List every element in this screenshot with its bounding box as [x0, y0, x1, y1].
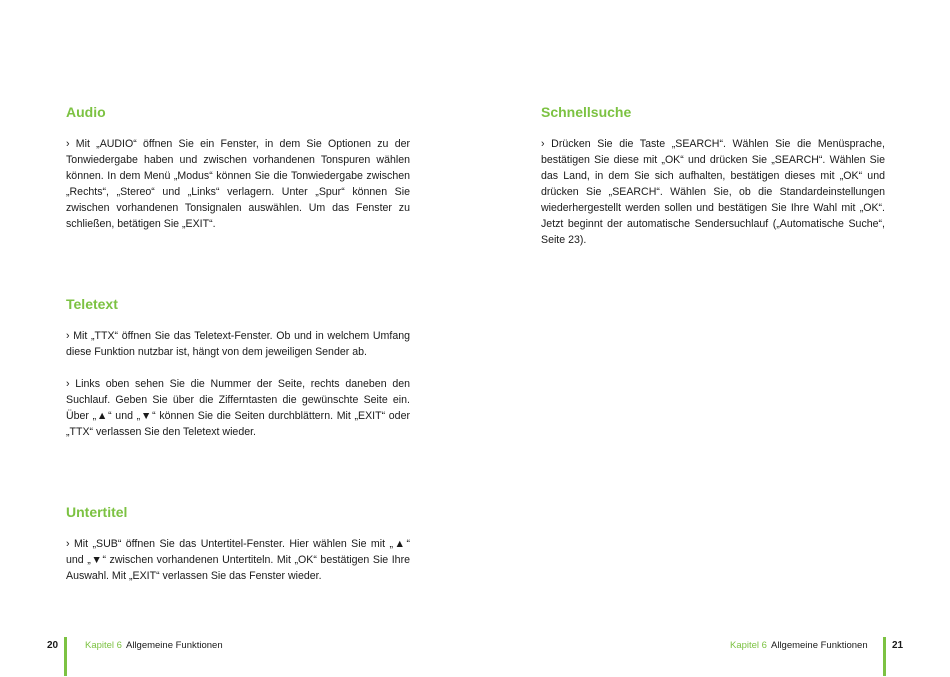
section-untertitel: [66, 504, 410, 584]
right-page: [475, 0, 950, 677]
chapter-title: Allgemeine Funktionen: [770, 640, 868, 651]
section-schnellsuche: [541, 104, 885, 248]
chapter-title: Allgemeine Funktionen: [125, 640, 223, 651]
section-paragraph: › Mit „AUDIO“ öffnen Sie ein Fenster, in dem Sie Optionen zu der Tonwiedergabe haben und zwischen vorhandenen Tonspuren wählen können. In dem Menü „Modus“ können Sie die Tonwiedergabe zwischen „Rechts“, „Stereo“ und „Links“ verlagern. Unter „Spur“ können Sie zwischen vorhandenen Tonsignalen auswählen. Um das Fenster zu schließen, betätigen Sie „EXIT“.: [66, 138, 410, 230]
footer-accent-bar: [64, 637, 67, 676]
section-heading: Schnellsuche: [541, 104, 632, 120]
running-footer: [85, 640, 223, 652]
page-number: 20: [47, 640, 59, 651]
section-paragraph: › Links oben sehen Sie die Nummer der Seite, rechts daneben den Suchlauf. Geben Sie über die Zifferntasten die gewünschte Seite ein. Über „▲“ und „▼“ können Sie die Seiten durchblättern. Mit „EXIT“ oder „TTX“ verlassen Sie den Teletext wieder.: [66, 378, 410, 438]
section-heading: Teletext: [66, 296, 118, 312]
section-heading: Audio: [66, 104, 106, 120]
section-paragraph: › Mit „TTX“ öffnen Sie das Teletext-Fenster. Ob und in welchem Umfang diese Funktion nutzbar ist, hängt von dem jeweiligen Sender ab.: [66, 330, 410, 358]
section-paragraph: › Mit „SUB“ öffnen Sie das Untertitel-Fenster. Hier wählen Sie mit „▲“ und „▼“ zwischen vorhandenen Untertiteln. Mit „OK“ bestätigen Sie Ihre Auswahl. Mit „EXIT“ verlassen Sie das Fenster wieder.: [66, 538, 410, 582]
chapter-label: Kapitel 6: [85, 640, 122, 651]
running-footer: [730, 640, 868, 652]
section-paragraph: › Drücken Sie die Taste „SEARCH“. Wählen Sie die Menüsprache, bestätigen Sie diese mit „OK“ und drücken Sie „SEARCH“. Wählen Sie das Land, in dem Sie sich aufhalten, bestätigen dieses mit „OK“ und drücken Sie „SEARCH“. Wählen Sie, ob die Standardeinstellungen wiederhergestellt werden sollen und bestätigen Sie Ihre Wahl mit „OK“. Jetzt beginnt der automatische Sendersuchlauf („Automatische Suche“, Seite 23).: [541, 138, 885, 246]
section-audio: [66, 104, 410, 232]
section-teletext: [66, 296, 410, 440]
section-heading: Untertitel: [66, 504, 128, 520]
page-number: 21: [892, 640, 904, 651]
chapter-label: Kapitel 6: [730, 640, 767, 651]
footer-accent-bar: [883, 637, 886, 676]
